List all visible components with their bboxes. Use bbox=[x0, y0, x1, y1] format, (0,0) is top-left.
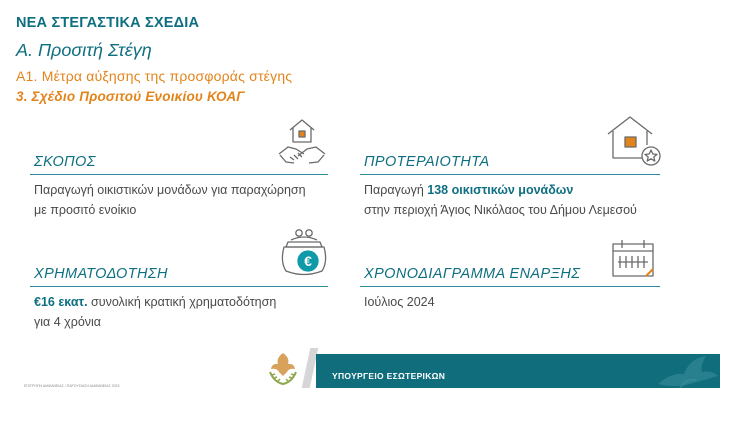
cyprus-emblem-icon bbox=[266, 350, 300, 391]
priority-divider bbox=[360, 174, 660, 175]
footer-fine-print: ΕΠΙΤΡΟΠΗ ΔΙΑΦΑΝΕΙΑΣ / ΠΑΡΟΥΣΙΑΣΗ ΔΙΑΦΑΝΕΙΑΣ 2023 bbox=[24, 384, 120, 388]
schedule-divider bbox=[360, 286, 660, 287]
purpose-title: ΣΚΟΠΟΣ bbox=[34, 154, 96, 170]
svg-text:€: € bbox=[304, 253, 312, 269]
house-handshake-icon bbox=[276, 116, 328, 168]
funding-amount: €16 εκατ. bbox=[34, 295, 88, 309]
purpose-line-2: με προσιτό ενοίκιο bbox=[34, 203, 137, 217]
schedule-line-1: Ιούλιος 2024 bbox=[364, 295, 435, 309]
house-star-icon bbox=[606, 114, 664, 168]
funding-line-2: για 4 χρόνια bbox=[34, 315, 102, 329]
schedule-text bbox=[364, 292, 435, 312]
priority-line-1-prefix: Παραγωγή bbox=[364, 183, 428, 197]
priority-line-1 bbox=[364, 180, 637, 200]
funding-line-1 bbox=[34, 292, 276, 312]
calendar-icon bbox=[610, 236, 658, 280]
page-title: ΝΕΑ ΣΤΕΓΑΣΤΙΚΑ ΣΧΕΔΙΑ bbox=[16, 15, 200, 31]
page-subtitle: Α. Προσιτή Στέγη bbox=[16, 40, 152, 60]
section-heading: Α1. Μέτρα αύξησης της προσφοράς στέγης bbox=[16, 68, 293, 84]
plan-heading: 3. Σχέδιο Προσιτού Ενοικίου ΚΟΑΓ bbox=[16, 89, 245, 104]
funding-line-1-suffix: συνολική κρατική χρηματοδότηση bbox=[87, 295, 277, 309]
schedule-title: ΧΡΟΝΟΔΙΑΓΡΑΜΜΑ ΕΝΑΡΞΗΣ bbox=[364, 266, 581, 282]
dove-watermark-icon bbox=[650, 354, 720, 393]
purpose-divider bbox=[30, 174, 328, 175]
euro-purse-icon bbox=[278, 228, 332, 278]
priority-title: ΠΡΟΤΕΡΑΙΟΤΗΤΑ bbox=[364, 154, 490, 170]
priority-text bbox=[364, 180, 637, 220]
purpose-text bbox=[34, 180, 306, 220]
funding-text bbox=[34, 292, 276, 332]
funding-title: ΧΡΗΜΑΤΟΔΟΤΗΣΗ bbox=[34, 266, 168, 282]
priority-line-2: στην περιοχή Άγιος Νικόλαος του Δήμου Λεμεσού bbox=[364, 203, 637, 217]
priority-units-count: 138 οικιστικών μονάδων bbox=[427, 183, 574, 197]
purpose-line-1: Παραγωγή οικιστικών μονάδων για παραχώρηση bbox=[34, 183, 306, 197]
ministry-name: ΥΠΟΥΡΓΕΙΟ ΕΣΩΤΕΡΙΚΩΝ bbox=[332, 371, 446, 381]
funding-divider bbox=[30, 286, 328, 287]
